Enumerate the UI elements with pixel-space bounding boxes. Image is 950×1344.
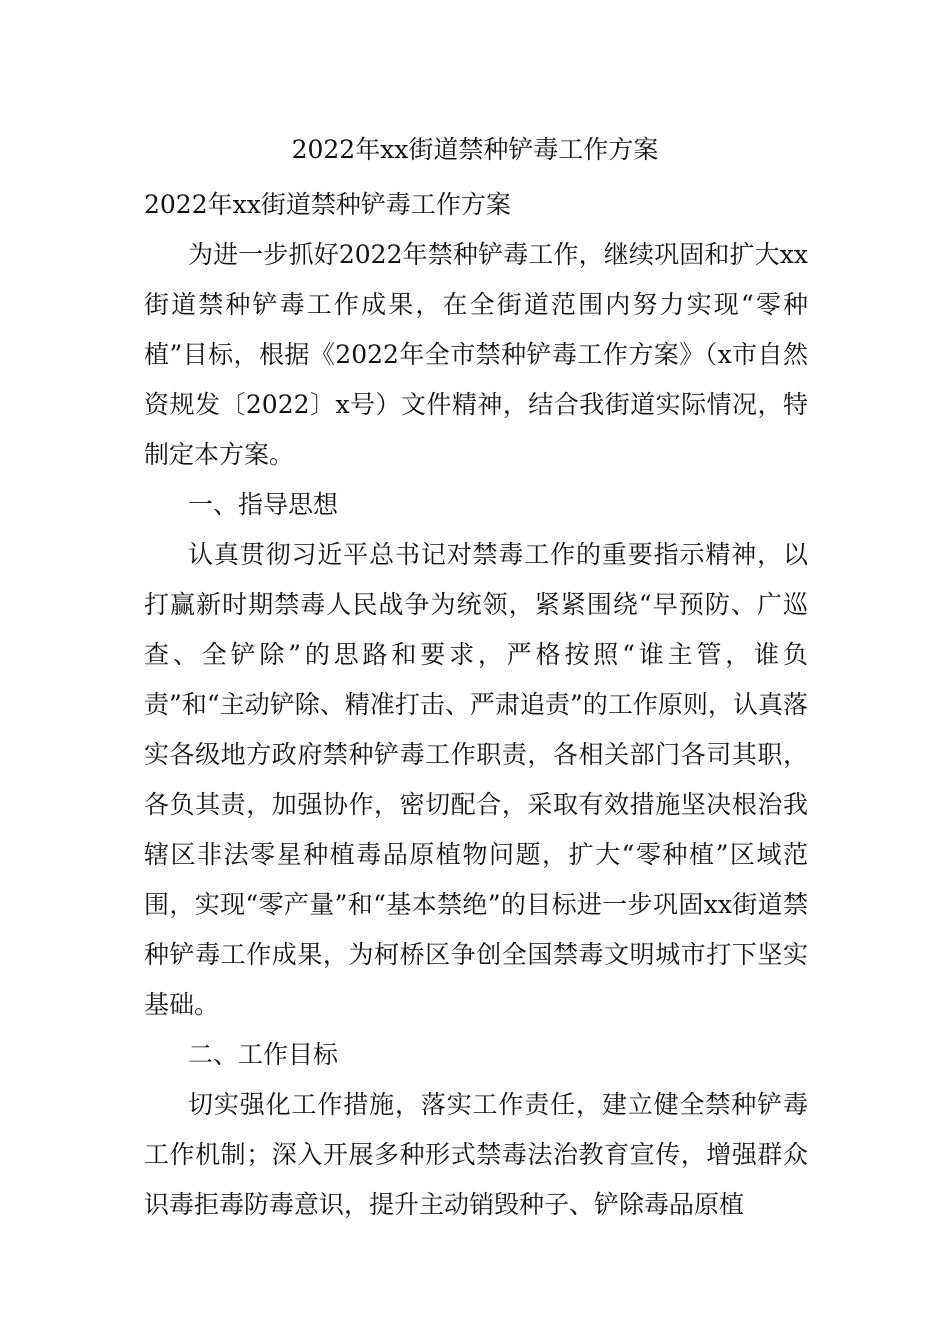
document-title: 2022年xx街道禁种铲毒工作方案 — [291, 135, 659, 164]
section-heading-work-goals: 二、工作目标 — [188, 1040, 339, 1069]
intro-paragraph: 为进一步抓好2022年禁种铲毒工作，继续巩固和扩大xx街道禁种铲毒工作成果，在全街道范围内努力实现“零种植”目标，根据《2022年全市禁种铲毒工作方案》（x市自然资规发〔2022〕x号）文件精神，结合我街道实际情况，特制定本方案。 — [144, 240, 808, 469]
document-subtitle: 2022年xx街道禁种铲毒工作方案 — [144, 190, 511, 219]
document-body — [144, 180, 808, 1230]
section-heading-guiding-ideology: 一、指导思想 — [188, 490, 339, 519]
section-paragraph-work-goals: 切实强化工作措施，落实工作责任，建立健全禁种铲毒工作机制；深入开展多种形式禁毒法治教育宣传，增强群众识毒拒毒防毒意识，提升主动销毁种子、铲除毒品原植 — [144, 1090, 808, 1219]
section-paragraph-guiding-ideology: 认真贯彻习近平总书记对禁毒工作的重要指示精神，以打赢新时期禁毒人民战争为统领，紧紧围绕“早预防、广巡查、全铲除”的思路和要求，严格按照“谁主管，谁负责”和“主动铲除、精准打击、严肃追责”的工作原则，认真落实各级地方政府禁种铲毒工作职责，各相关部门各司其职，各负其责，加强协作，密切配合，采取有效措施坚决根治我辖区非法零星种植毒品原植物问题，扩大“零种植”区域范围，实现“零产量”和“基本禁绝”的目标进一步巩固xx街道禁种铲毒工作成果，为柯桥区争创全国禁毒文明城市打下坚实基础。 — [144, 540, 808, 1019]
